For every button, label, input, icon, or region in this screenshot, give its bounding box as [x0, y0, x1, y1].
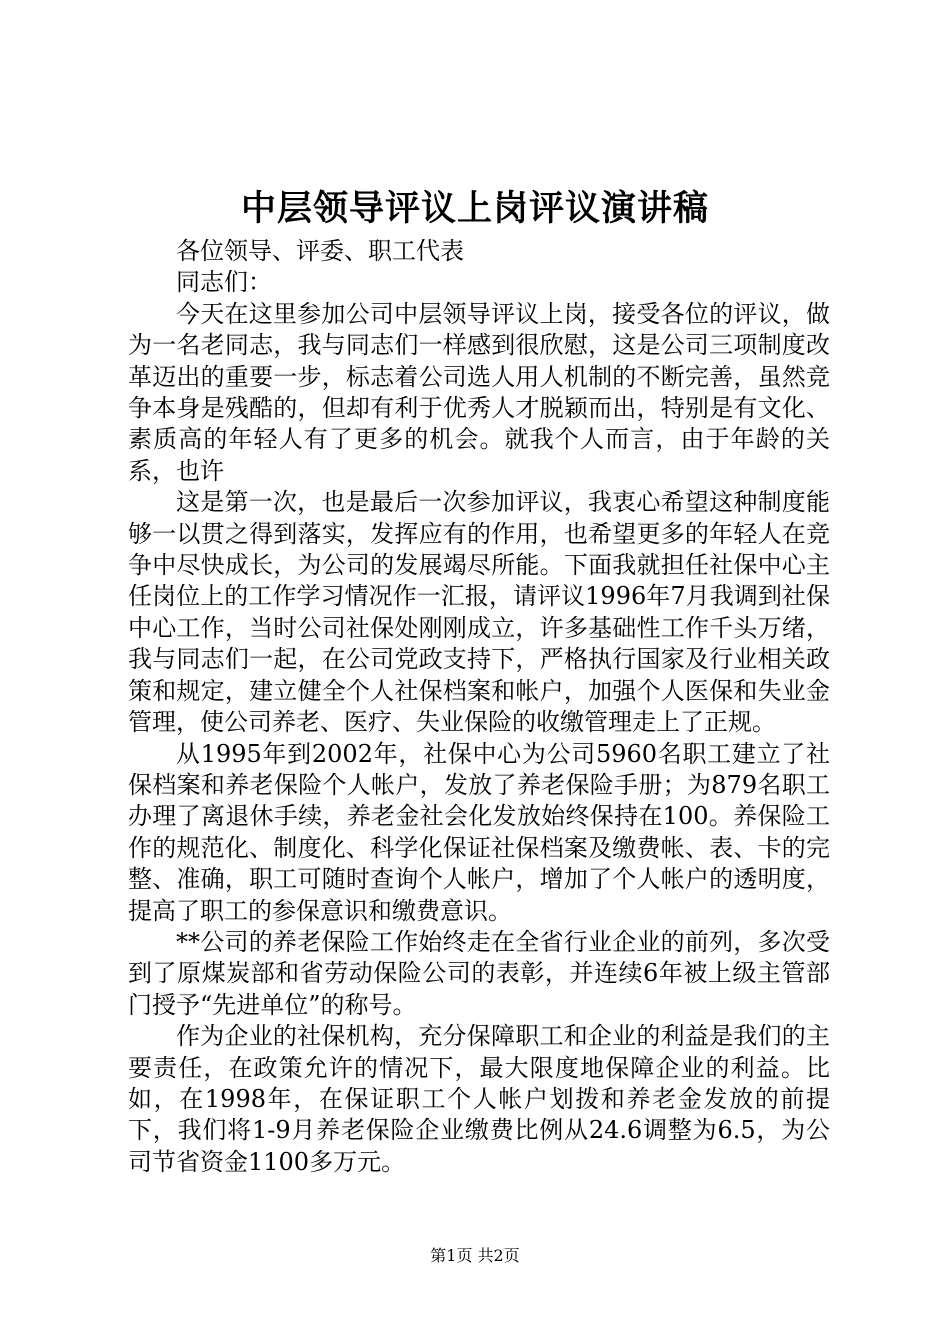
body-paragraph: 从1995年到2002年，社保中心为公司5960名职工建立了社保档案和养老保险个人帐户，发放了养老保险手册；为879名职工办理了离退休手续，养老金社会化发放始终保持在100。养保险工作的规范化、制度化、科学化保证社保档案及缴费帐、表、卡的完整、准确，职工可随时查询个人帐户，增加了个人帐户的透明度，提高了职工的参保意识和缴费意识。	[128, 739, 830, 925]
body-paragraph: 这是第一次，也是最后一次参加评议，我衷心希望这种制度能够一以贯之得到落实，发挥应有的作用，也希望更多的年轻人在竞争中尽快成长，为公司的发展竭尽所能。下面我就担任社保中心主任岗位上的工作学习情况作一汇报，请评议1996年7月我调到社保中心工作，当时公司社保处刚刚成立，许多基础性工作千头万绪，我与同志们一起，在公司党政支持下，严格执行国家及行业相关政策和规定，建立健全个人社保档案和帐户，加强个人医保和失业金管理，使公司养老、医疗、失业保险的收缴管理走上了正规。	[128, 488, 830, 737]
body-paragraph: **公司的养老保险工作始终走在全省行业企业的前列，多次受到了原煤炭部和省劳动保险公司的表彰，并连续6年被上级主管部门授予“先进单位”的称号。	[128, 927, 830, 1019]
body-paragraph: 作为企业的社保机构，充分保障职工和企业的利益是我们的主要责任，在政策允许的情况下，最大限度地保障企业的利益。比如，在1998年，在保证职工个人帐户划拨和养老金发放的前提下，我们将1-9月养老保险企业缴费比例从24.6调整为6.5，为公司节省资金1100多万元。	[128, 1022, 830, 1176]
body-paragraph: 今天在这里参加公司中层领导评议上岗，接受各位的评议，做为一名老同志，我与同志们一样感到很欣慰，这是公司三项制度改革迈出的重要一步，标志着公司选人用人机制的不断完善，虽然竞争本身是残酷的，但却有利于优秀人才脱颖而出，特别是有文化、素质高的年轻人有了更多的机会。就我个人而言，由于年龄的关系，也许	[128, 299, 830, 485]
salutation-line: 各位领导、评委、职工代表	[176, 237, 464, 265]
document-body	[128, 236, 830, 1178]
page-number-footer: 第1页 共2页	[430, 1246, 520, 1265]
document-title: 中层领导评议上岗评议演讲稿	[240, 188, 709, 229]
salutation-line: 同志们：	[176, 268, 272, 297]
